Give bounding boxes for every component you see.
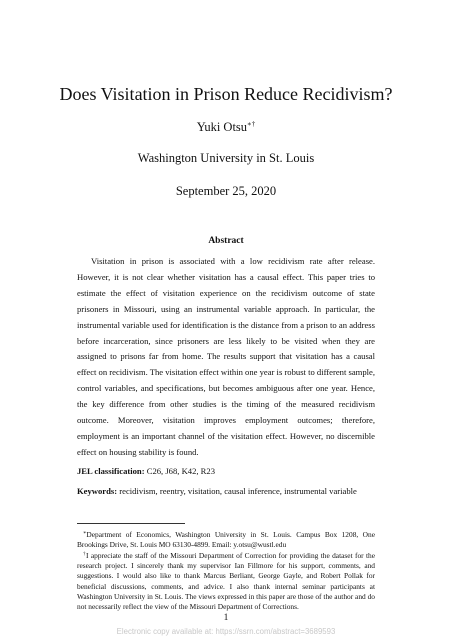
footnote-divider (77, 523, 185, 524)
footnote-2 (77, 550, 375, 612)
footnote-1-text: Department of Economics, Washington University in St. Louis. Campus Box 1208, One Brookings Drive, St. Louis MO 63130-4899. Email: y.otsu@wustl.edu (77, 530, 375, 550)
jel-value: C26, J68, K42, R23 (146, 466, 215, 476)
abstract-body: Visitation in prison is associated with a low recidivism rate after release. However, it is not clear whether visitation has a causal effect. This paper tries to estimate the effect of visitation experience on the recidivism outcome of state prisoners in Missouri, using an instrumental variable approach. In particular, the instrumental variable used for identification is the distance from a prison to an address before incarceration, since prisoners are less likely to be visited when they are assigned to prisons far from home. The results support that visitation has a causal effect on recidivism. The visitation effect within one year is robust to different sample, control variables, and specifications, but becomes ambiguous after one year. Hence, the key difference from other studies is the timing of the measured recidivism outcome. Moreover, visitation improves employment outcomes; therefore, employment is an important channel of the visitation effect. However, no discernible effect on housing stability is found. (77, 256, 375, 457)
paper-date: September 25, 2020 (175, 184, 277, 198)
footnote-2-text: I appreciate the staff of the Missouri Department of Correction for providing the dataset for the research project. I sincerely thank my supervisor Ian Fillmore for his support, comments, and suggestions. I would also like to thank Marcus Berliant, George Gayle, and Robert Pollak for beneficial discussions, comments, and advice. I also thank internal seminar participants at Washington University in St. Louis. The views expressed in this paper are those of the author and do not necessarily reflect the view of the Missouri Department of Corrections. (77, 551, 376, 612)
keywords (77, 486, 377, 496)
keywords-value: recidivism, reentry, visitation, causal inference, instrumental variable (119, 486, 357, 496)
jel-classification (77, 466, 375, 476)
page-number: 1 (223, 613, 229, 623)
paper-title: Does Visitation in Prison Reduce Recidivism? (59, 84, 393, 104)
author-footnote-marks: ∗† (247, 120, 256, 128)
author-name: Yuki Otsu (196, 120, 248, 134)
author-line (0, 120, 452, 135)
footnote-2-mark: † (83, 552, 87, 557)
ssrn-footer-link[interactable]: Electronic copy available at: https://ssrn.com/abstract=3689593 (116, 627, 336, 636)
footnote-1-mark: ∗ (83, 531, 87, 536)
jel-label: JEL classification: (77, 466, 145, 476)
abstract-heading: Abstract (208, 236, 244, 246)
keywords-label: Keywords: (77, 486, 118, 496)
affiliation: Washington University in St. Louis (137, 151, 315, 165)
footnote-1 (77, 529, 375, 550)
